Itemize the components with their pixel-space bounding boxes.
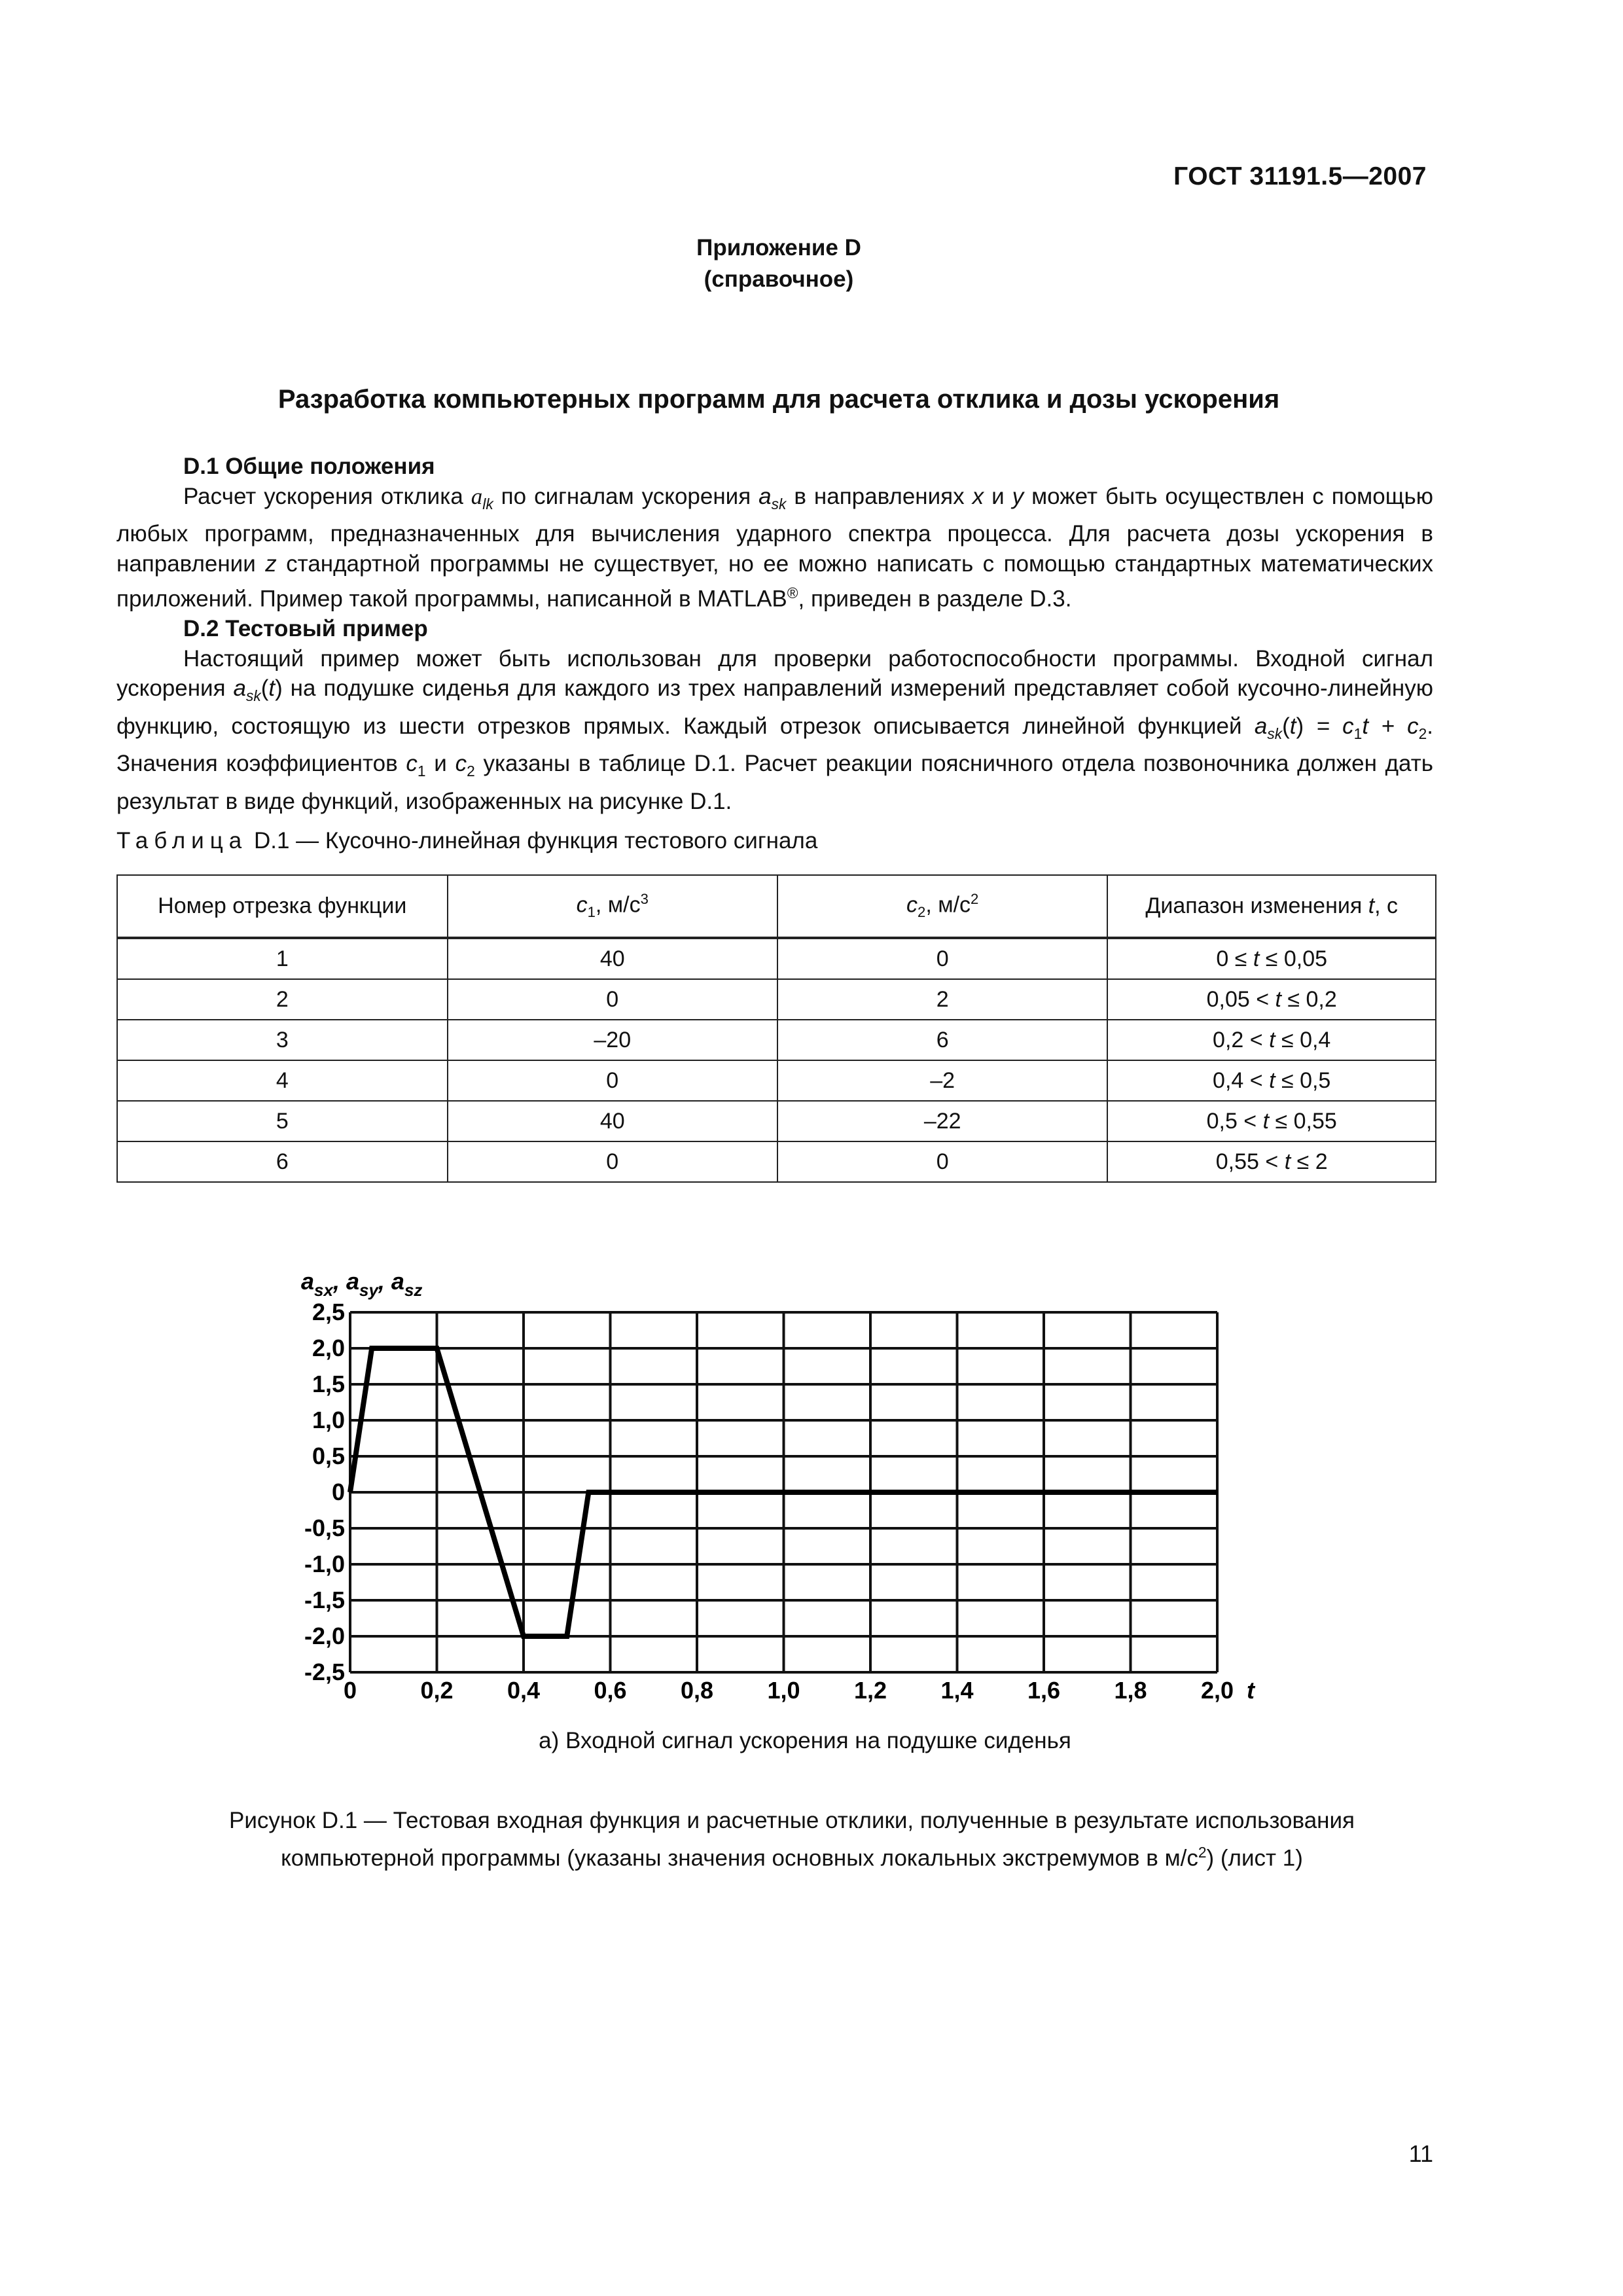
x-tick-labels bbox=[344, 1677, 1234, 1704]
table-row bbox=[117, 1141, 1436, 1182]
y-tick-label: 1,0 bbox=[312, 1407, 345, 1433]
cell-c2: 0 bbox=[777, 1141, 1107, 1182]
y-tick-label: 0 bbox=[331, 1479, 345, 1505]
cell-c2: 6 bbox=[777, 1020, 1107, 1060]
cell-range: 0,4 < t ≤ 0,5 bbox=[1107, 1060, 1436, 1101]
x-tick-label: 1,0 bbox=[767, 1677, 800, 1704]
cell-segment: 4 bbox=[117, 1060, 448, 1101]
header-range: Диапазон изменения t, с bbox=[1107, 875, 1436, 938]
section-d2-heading: D.2 Тестовый пример bbox=[183, 616, 428, 642]
x-tick-label: 1,2 bbox=[853, 1677, 887, 1704]
page-number: 11 bbox=[1408, 2140, 1433, 2167]
cell-c1: –20 bbox=[448, 1020, 777, 1060]
cell-c1: 0 bbox=[448, 1060, 777, 1101]
table-caption: Таблица D.1 — Кусочно-линейная функция тестового сигнала bbox=[116, 828, 818, 853]
cell-c1: 0 bbox=[448, 1141, 777, 1182]
standard-number: ГОСТ 31191.5—2007 bbox=[1173, 162, 1427, 190]
y-tick-labels bbox=[304, 1299, 345, 1685]
cell-range: 0,05 < t ≤ 0,2 bbox=[1107, 979, 1436, 1020]
cell-segment: 3 bbox=[117, 1020, 448, 1060]
header-segment: Номер отрезка функции bbox=[117, 875, 448, 938]
table-row bbox=[117, 1101, 1436, 1141]
cell-segment: 1 bbox=[117, 938, 448, 979]
cell-segment: 2 bbox=[117, 979, 448, 1020]
cell-c2: –22 bbox=[777, 1101, 1107, 1141]
input-signal-chart bbox=[281, 1244, 1289, 1715]
section-d1 bbox=[116, 452, 1433, 816]
cell-range: 0,55 < t ≤ 2 bbox=[1107, 1141, 1436, 1182]
table-header-row bbox=[117, 875, 1436, 938]
table-row bbox=[117, 1060, 1436, 1101]
cell-range: 0,5 < t ≤ 0,55 bbox=[1107, 1101, 1436, 1141]
table-row bbox=[117, 938, 1436, 979]
y-tick-label: 2,5 bbox=[312, 1299, 345, 1325]
y-tick-label: -2,0 bbox=[304, 1623, 345, 1649]
x-tick-label: 0,2 bbox=[420, 1677, 454, 1704]
cell-c2: 0 bbox=[777, 938, 1107, 979]
cell-c1: 40 bbox=[448, 938, 777, 979]
x-tick-label: 0,8 bbox=[680, 1677, 714, 1704]
header-c2: $c_2$, $м/с^2$ bbox=[777, 875, 1107, 938]
x-tick-label: 0,4 bbox=[507, 1677, 541, 1704]
x-tick-label: 1,8 bbox=[1114, 1677, 1147, 1704]
cell-range: 0 ≤ t ≤ 0,05 bbox=[1107, 938, 1436, 979]
header-c1: $c_1$, $м/с^3$ bbox=[448, 875, 777, 938]
table-row bbox=[117, 979, 1436, 1020]
y-tick-label: -1,5 bbox=[304, 1587, 345, 1613]
coefficients-table bbox=[116, 874, 1436, 1183]
cell-segment: 6 bbox=[117, 1141, 448, 1182]
y-tick-label: 0,5 bbox=[312, 1443, 345, 1469]
appendix-heading bbox=[0, 232, 1558, 295]
x-tick-label: 1,6 bbox=[1027, 1677, 1061, 1704]
cell-segment: 5 bbox=[117, 1101, 448, 1141]
figure-caption-line1: Рисунок D.1 — Тестовая входная функция и расчетные отклики, полученные в результате использования bbox=[228, 1808, 1355, 1833]
appendix-title: Приложение D bbox=[696, 235, 861, 260]
x-axis-label: t bbox=[1247, 1677, 1255, 1704]
section-d1-paragraph: Расчет ускорения отклика $a_{lk}$ по сигналам ускорения $a_{sk}$ в направлениях x и y может быть осуществлен с помощью любых программ, предназначенных для вычисления ударного спектра процесса. Для расчета дозы ускорения в направлении z стандартной программы не существует, но ее можно написать с помощью стандартных математических приложений. Пример такой программы, написанной в MATLAB®, приведен в разделе D.3. bbox=[116, 483, 1433, 612]
cell-c2: 2 bbox=[777, 979, 1107, 1020]
figure-caption bbox=[0, 1805, 1584, 1874]
y-tick-label: 1,5 bbox=[312, 1371, 345, 1397]
x-tick-label: 2,0 bbox=[1200, 1677, 1234, 1704]
y-axis-label: $a_{sx}$, $a_{sy}$, $a_{sz}$ bbox=[301, 1268, 423, 1300]
figure-caption-line2: компьютерной программы (указаны значения основных локальных экстремумов в $м/с^2$) (лист 1) bbox=[281, 1844, 1303, 1871]
section-d1-heading: D.1 Общие положения bbox=[183, 454, 435, 479]
main-title: Разработка компьютерных программ для расчета отклика и дозы ускорения bbox=[277, 385, 1280, 414]
y-tick-label: 2,0 bbox=[312, 1335, 345, 1361]
table-row bbox=[117, 1020, 1436, 1060]
appendix-subtitle: (справочное) bbox=[704, 266, 854, 292]
cell-c1: 0 bbox=[448, 979, 777, 1020]
figure-subcaption: а) Входной сигнал ускорения на подушке сиденья bbox=[539, 1728, 1071, 1753]
y-tick-label: -1,0 bbox=[304, 1551, 345, 1577]
section-d2-paragraph: Настоящий пример может быть использован для проверки работоспособности программы. Входной сигнал ускорения $a_{sk}(t)$ на подушке сиденья для каждого из трех направлений измерений представляет собой кусочно-линейную функцию, состоящую из шести отрезков прямых. Каждый отрезок описывается линейной функцией $a_{sk}(t) = c_1t + c_2$. Значения коэффициентов $c_1$ и $c_2$ указаны в таблице D.1. Расчет реакции поясничного отдела позвоночника должен дать результат в виде функций, изображенных на рисунке D.1. bbox=[116, 645, 1434, 814]
cell-c1: 40 bbox=[448, 1101, 777, 1141]
y-tick-label: -2,5 bbox=[304, 1659, 345, 1685]
x-tick-label: 0 bbox=[343, 1677, 357, 1704]
x-tick-label: 1,4 bbox=[940, 1677, 974, 1704]
y-tick-label: -0,5 bbox=[304, 1515, 345, 1541]
cell-c2: –2 bbox=[777, 1060, 1107, 1101]
cell-range: 0,2 < t ≤ 0,4 bbox=[1107, 1020, 1436, 1060]
x-tick-label: 0,6 bbox=[594, 1677, 627, 1704]
